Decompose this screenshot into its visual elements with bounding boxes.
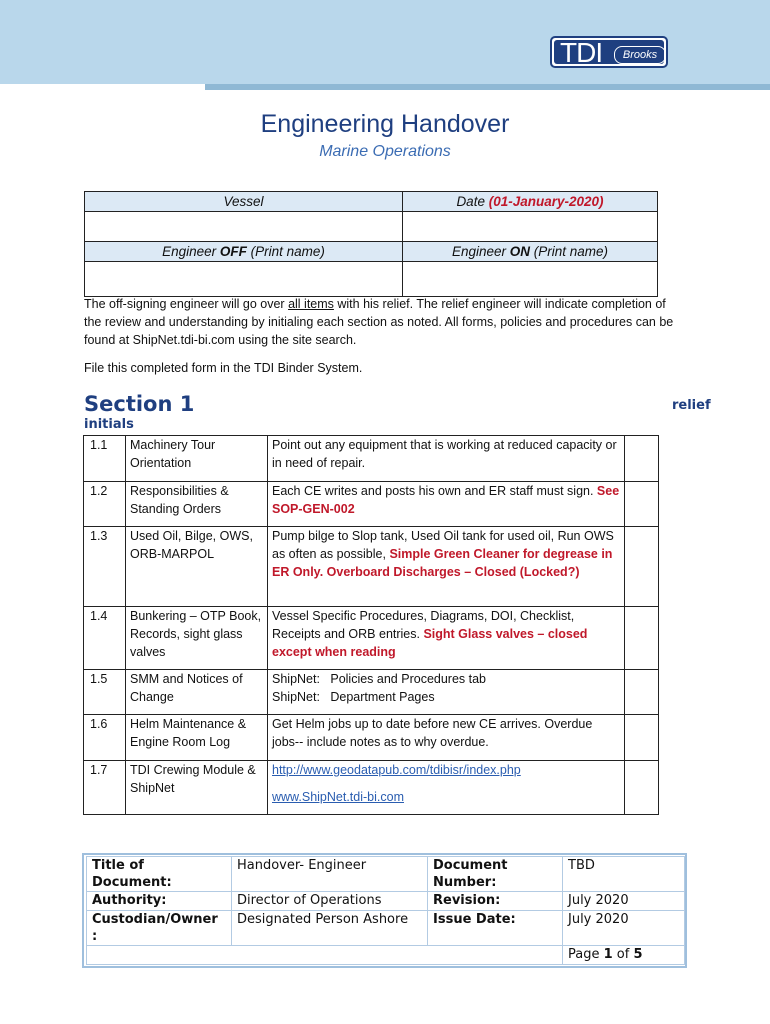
checklist-table: [83, 435, 659, 815]
revision-value: July 2020: [563, 892, 685, 911]
item-number: 1.1: [84, 436, 126, 482]
engineer-on-entry-field[interactable]: [403, 262, 658, 297]
item-description: [268, 761, 625, 815]
shipnet-link[interactable]: www.ShipNet.tdi-bi.com: [272, 790, 404, 804]
authority-label: Authority:: [87, 892, 232, 911]
current-page-number: 1: [603, 947, 613, 962]
item-description-text: Each CE writes and posts his own and ER staff must sign.: [272, 484, 597, 498]
engineer-on-hint: (Print name): [530, 244, 609, 259]
engineer-off-hint: (Print name): [246, 244, 325, 259]
document-control-table: [86, 856, 685, 965]
item-description-text: Vessel Specific Procedures, Diagrams, DOI, Checklist, Receipts and ORB entries.: [272, 609, 575, 641]
item-description-highlight: Sight Glass valves – closed except when reading: [272, 627, 588, 659]
initials-box[interactable]: [625, 527, 659, 607]
instructions-emphasis: all items: [288, 297, 334, 311]
logo-main-text: TDI: [560, 37, 603, 68]
document-title: Engineering Handover: [260, 110, 510, 138]
table-row: [84, 761, 659, 815]
table-row: [84, 482, 659, 527]
item-description: [268, 670, 625, 715]
item-description-text: Point out any equipment that is working at reduced capacity or in need of repair.: [272, 438, 617, 470]
title-of-document-label: Title of Document:: [87, 857, 232, 892]
engineer-on-keyword: ON: [509, 244, 530, 259]
relief-column-label: relief: [672, 398, 711, 413]
custodian-owner-label: Custodian/Owner :: [87, 911, 232, 946]
table-row: [84, 527, 659, 607]
item-description: [268, 527, 625, 607]
item-topic: SMM and Notices of Change: [126, 670, 268, 715]
item-description: [268, 715, 625, 761]
item-topic: TDI Crewing Module & ShipNet: [126, 761, 268, 815]
total-page-count: 5: [633, 947, 643, 962]
initials-box[interactable]: [625, 607, 659, 670]
document-number-label: Document Number:: [428, 857, 563, 892]
table-row: [84, 436, 659, 482]
header-band-accent: [205, 84, 770, 90]
engineer-on-label: Engineer: [451, 244, 510, 259]
initials-column-label: initials: [84, 417, 134, 432]
engineer-off-header: [85, 242, 403, 262]
engineer-off-entry-field[interactable]: [85, 262, 403, 297]
item-topic: Responsibilities & Standing Orders: [126, 482, 268, 527]
vessel-entry-field[interactable]: [85, 212, 403, 242]
item-number: 1.3: [84, 527, 126, 607]
table-row: [84, 670, 659, 715]
custodian-owner-value: Designated Person Ashore: [232, 911, 428, 946]
logo-sub-text: Brooks: [614, 46, 666, 64]
initials-box[interactable]: [625, 715, 659, 761]
engineer-off-label: Engineer: [162, 244, 220, 259]
document-number-value: TBD: [563, 857, 685, 892]
item-number: 1.2: [84, 482, 126, 527]
item-description-highlight: Simple Green Cleaner for degrease in ER Only. Overboard Discharges – Closed (Locked?): [272, 547, 613, 579]
handover-info-table: [84, 191, 658, 297]
engineer-off-keyword: OFF: [219, 244, 247, 259]
issue-date-value: July 2020: [563, 911, 685, 946]
page-indicator: [563, 946, 685, 965]
document-subtitle: Marine Operations: [319, 143, 451, 160]
authority-value: Director of Operations: [232, 892, 428, 911]
item-description: [268, 436, 625, 482]
section-title: Section 1: [84, 392, 195, 416]
item-topic: Used Oil, Bilge, OWS, ORB-MARPOL: [126, 527, 268, 607]
initials-box[interactable]: [625, 436, 659, 482]
table-row: [84, 607, 659, 670]
engineer-on-header: [403, 242, 658, 262]
logo-background: [554, 37, 664, 68]
initials-box[interactable]: [625, 670, 659, 715]
item-topic: Machinery Tour Orientation: [126, 436, 268, 482]
table-row: [84, 715, 659, 761]
footer-blank-cell: [87, 946, 563, 965]
item-number: 1.5: [84, 670, 126, 715]
issue-date-label: Issue Date:: [428, 911, 563, 946]
page-label: Page: [568, 947, 604, 962]
revision-label: Revision:: [428, 892, 563, 911]
page-separator: of: [612, 947, 634, 962]
initials-box[interactable]: [625, 761, 659, 815]
item-description-text: Get Helm jobs up to date before new CE arrives. Overdue jobs-- include notes as to why overdue.: [272, 717, 593, 749]
date-header: [403, 192, 658, 212]
date-entry-field[interactable]: [403, 212, 658, 242]
vessel-header: [85, 192, 403, 212]
instructions-paragraph: [84, 295, 684, 349]
instructions-text-1: The off-signing engineer will go over: [84, 297, 289, 311]
geodatapub-link[interactable]: http://www.geodatapub.com/tdibisr/index.php: [272, 763, 521, 777]
item-description-text: Pump bilge to Slop tank, Used Oil tank for used oil, Run OWS as often as possible,: [272, 529, 614, 561]
initials-box[interactable]: [625, 482, 659, 527]
date-value: (01-January-2020): [488, 194, 604, 209]
tdi-brooks-logo: [550, 36, 668, 68]
item-description-line: ShipNet: Policies and Procedures tab: [272, 672, 487, 686]
item-description: [268, 482, 625, 527]
item-topic: Bunkering – OTP Book, Records, sight glass valves: [126, 607, 268, 670]
item-description: [268, 607, 625, 670]
title-of-document-value: Handover- Engineer: [232, 857, 428, 892]
instructions-text-2: with his relief. The relief engineer will indicate completion of the review and understanding by initialing each section as noted. All forms, policies and procedures can be found at ShipNet.tdi-bi.com using the site search.: [84, 297, 674, 347]
item-number: 1.6: [84, 715, 126, 761]
vessel-label: Vessel: [223, 194, 264, 209]
item-number: 1.4: [84, 607, 126, 670]
item-topic: Helm Maintenance & Engine Room Log: [126, 715, 268, 761]
item-number: 1.7: [84, 761, 126, 815]
item-description-line: ShipNet: Department Pages: [272, 690, 435, 704]
filing-note: File this completed form in the TDI Binder System.: [84, 361, 363, 375]
date-label: Date: [456, 194, 485, 209]
item-description-highlight: See SOP-GEN-002: [272, 484, 620, 516]
